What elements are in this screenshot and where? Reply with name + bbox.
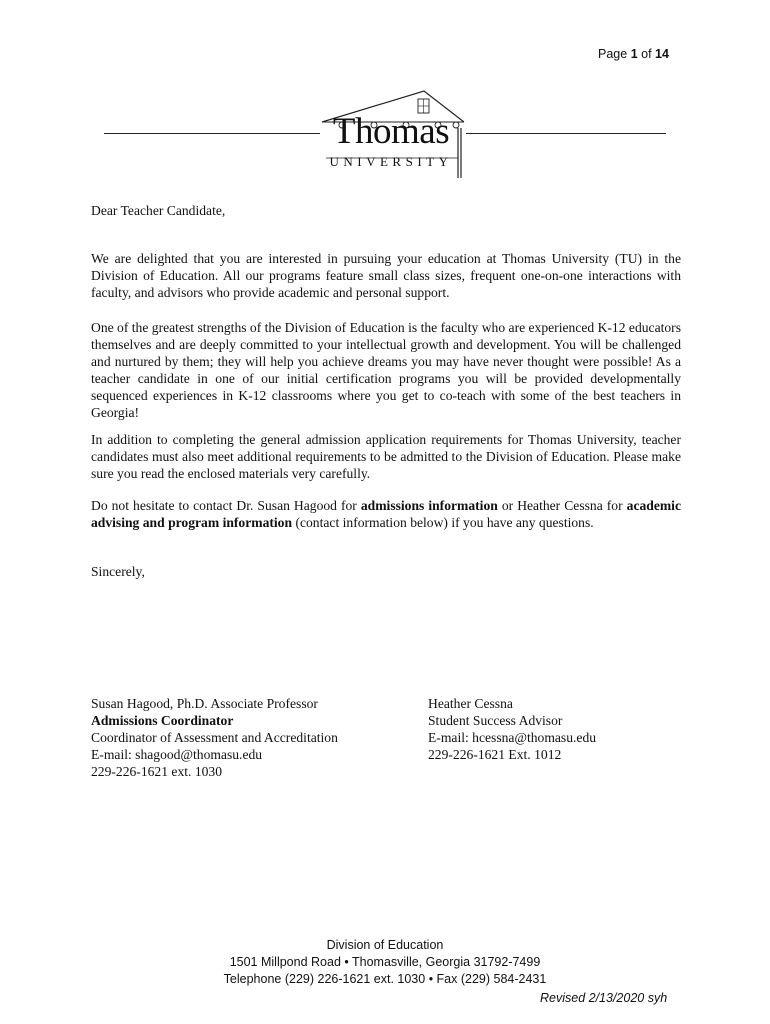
paragraph-1: We are delighted that you are interested in pursuing your education at Thomas University (TU) in the Division of Education. All our programs feature small class sizes, frequent one-on-one interactions with faculty, and advisors who provide academic and personal support. xyxy=(91,251,681,300)
header-rule-left xyxy=(104,133,320,134)
signature-phone: 229-226-1621 ext. 1030 xyxy=(91,764,223,779)
signature-email: E-mail: shagood@thomasu.edu xyxy=(91,747,263,762)
signature-role: Admissions Coordinator xyxy=(91,713,234,728)
paragraph-4: Do not hesitate to contact Dr. Susan Hagood for admissions information or Heather Cessna for academic advising and program information (contact information below) if you have any questions. xyxy=(91,498,681,530)
footer-phone: Telephone (229) 226-1621 ext. 1030 • Fax (229) 584-2431 xyxy=(223,972,547,986)
paragraph-3: In addition to completing the general admission application requirements for Thomas University, teacher candidates must also meet additional requirements to be admitted to the Division of Education. Please make sure you read the enclosed materials very carefully. xyxy=(91,432,681,481)
signature-block-left xyxy=(91,695,338,780)
paragraph-2: One of the greatest strengths of the Division of Education is the faculty who are experienced K-12 educators themselves and are deeply committed to your intellectual growth and development. You will be challenged and nurtured by them; they will help you achieve dreams you may have never thought were possible! As a teacher candidate in one of our initial certification programs you will be provided developmentally sequenced experiences in K-12 classrooms where you get to co-teach with some of the best teachers in Georgia! xyxy=(91,320,682,420)
logo-wordmark: Thomas xyxy=(332,111,450,152)
signature-title: Student Success Advisor xyxy=(428,713,563,728)
signature-block-right xyxy=(428,695,596,763)
university-logo xyxy=(316,90,466,182)
footer xyxy=(0,937,770,988)
footer-address: 1501 Millpond Road • Thomasville, Georgia 31792-7499 xyxy=(229,955,541,969)
greeting: Dear Teacher Candidate, xyxy=(91,203,226,218)
closing: Sincerely, xyxy=(91,564,145,579)
signature-name: Heather Cessna xyxy=(428,696,513,711)
logo-subtitle: UNIVERSITY xyxy=(329,154,453,169)
signature-title: Coordinator of Assessment and Accreditation xyxy=(91,730,338,745)
revision-note: Revised 2/13/2020 syh xyxy=(540,991,668,1005)
signature-phone: 229-226-1621 Ext. 1012 xyxy=(428,747,562,762)
signature-email: E-mail: hcessna@thomasu.edu xyxy=(428,730,597,745)
footer-division: Division of Education xyxy=(326,938,444,952)
header-rule-right xyxy=(466,133,666,134)
signature-name: Susan Hagood, Ph.D. Associate Professor xyxy=(91,696,318,711)
page-number: Page 1 of 14 xyxy=(598,47,669,61)
